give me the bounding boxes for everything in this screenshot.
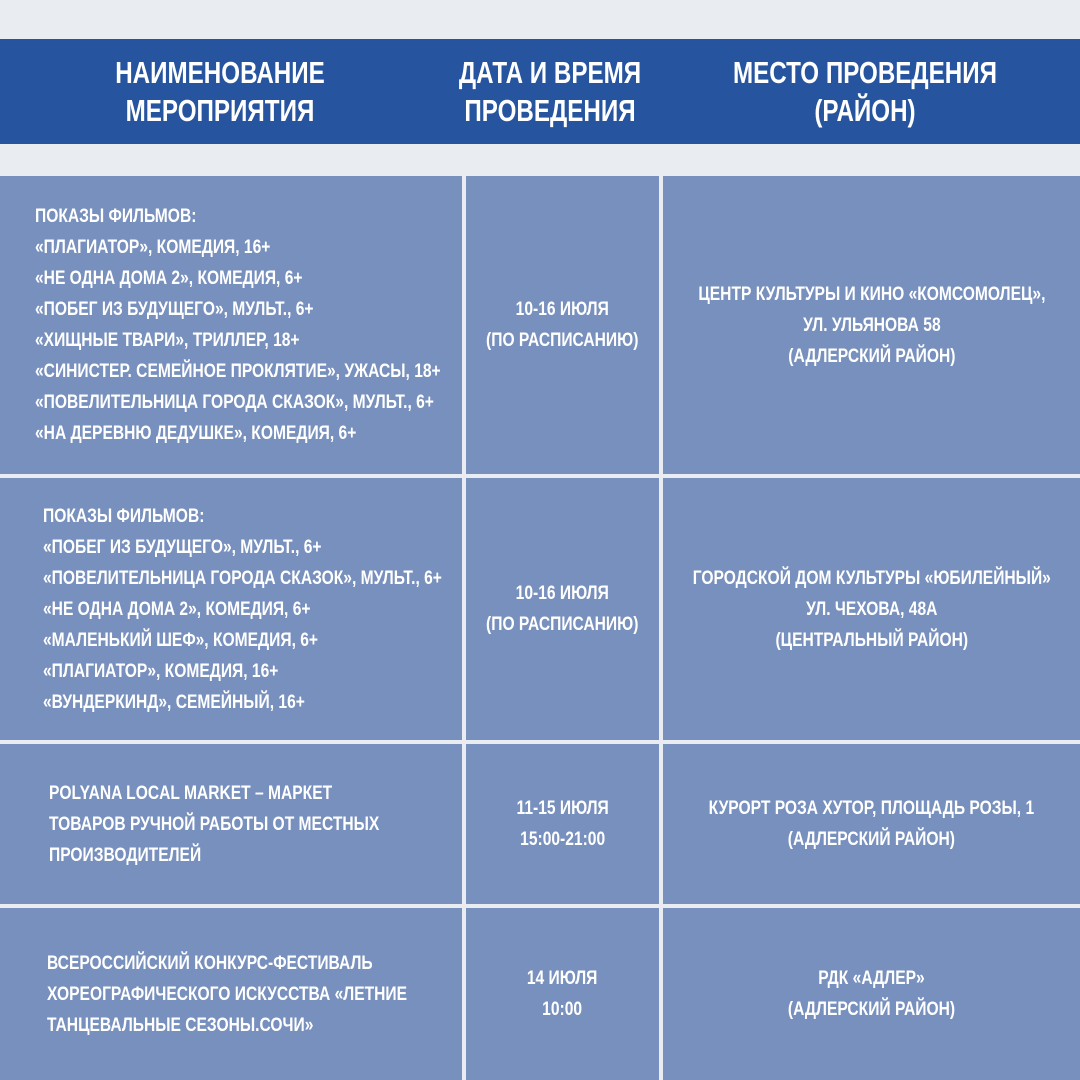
- event-place-line: УЛ. УЛЬЯНОВА 58: [802, 313, 941, 336]
- event-date-text: [516, 793, 608, 855]
- event-place-cell: [663, 908, 1080, 1080]
- event-date-cell: [466, 176, 659, 474]
- event-name-line: ПРОИЗВОДИТЕЛЕЙ: [49, 843, 202, 866]
- event-place-line: ГОРОДСКОЙ ДОМ КУЛЬТУРЫ «ЮБИЛЕЙНЫЙ»: [692, 566, 1051, 589]
- table-row: [0, 908, 1080, 1080]
- event-place-line: КУРОРТ РОЗА ХУТОР, ПЛОЩАДЬ РОЗЫ, 1: [708, 797, 1035, 819]
- event-place-text: [698, 279, 1045, 372]
- event-name-line: «НА ДЕРЕВНЮ ДЕДУШКЕ», КОМЕДИЯ, 6+: [35, 422, 357, 444]
- event-date-line: 10-16 ИЮЛЯ: [515, 298, 610, 320]
- event-name-line: «ПОБЕГ ИЗ БУДУЩЕГО», МУЛЬТ., 6+: [35, 298, 314, 320]
- table-row: [0, 176, 1080, 474]
- event-name-line: «ПОБЕГ ИЗ БУДУЩЕГО», МУЛЬТ., 6+: [43, 535, 322, 558]
- event-date-cell: [466, 744, 659, 904]
- event-name-line: ВСЕРОССИЙСКИЙ КОНКУРС-ФЕСТИВАЛЬ: [47, 951, 373, 974]
- header-date-time-line2: ПРОВЕДЕНИЯ: [464, 92, 636, 128]
- event-name-line: ХОРЕОГРАФИЧЕСКОГО ИСКУССТВА «ЛЕТНИЕ: [47, 982, 408, 1005]
- event-name-line: «ПЛАГИАТОР», КОМЕДИЯ, 16+: [35, 236, 271, 258]
- event-date-line: 14 ИЮЛЯ: [527, 967, 598, 989]
- event-place-line: (АДЛЕРСКИЙ РАЙОН): [787, 344, 956, 367]
- header-place-line2: (РАЙОН): [814, 92, 916, 128]
- event-place-line: (ЦЕНТРАЛЬНЫЙ РАЙОН): [775, 628, 968, 651]
- event-name-text: [49, 778, 379, 871]
- header-place: [721, 39, 1010, 144]
- header-date-time-line1: ДАТА И ВРЕМЯ: [458, 54, 642, 90]
- event-name-line: «МАЛЕНЬКИЙ ШЕФ», КОМЕДИЯ, 6+: [43, 628, 319, 651]
- header-place-line1: МЕСТО ПРОВЕДЕНИЯ: [732, 54, 997, 90]
- event-name-line: «НЕ ОДНА ДОМА 2», КОМЕДИЯ, 6+: [35, 267, 303, 289]
- header-event-name-line1: НАИМЕНОВАНИЕ: [115, 54, 325, 90]
- event-date-text: [527, 963, 598, 1025]
- event-name-text: [43, 501, 442, 718]
- event-name-line: «ХИЩНЫЕ ТВАРИ», ТРИЛЛЕР, 18+: [35, 329, 300, 351]
- event-place-line: (АДЛЕРСКИЙ РАЙОН): [787, 998, 956, 1020]
- header-event-name: [111, 39, 329, 144]
- event-place-cell: [663, 744, 1080, 904]
- event-name-line: «ПОВЕЛИТЕЛЬНИЦА ГОРОДА СКАЗОК», МУЛЬТ., 6+: [43, 566, 442, 589]
- event-date-line: 10:00: [542, 998, 583, 1020]
- event-name-cell: [0, 176, 462, 474]
- event-place-line: УЛ. ЧЕХОВА, 48А: [805, 597, 938, 620]
- event-date-cell: [466, 478, 659, 740]
- event-place-line: РДК «АДЛЕР»: [818, 967, 925, 989]
- event-name-line: ПОКАЗЫ ФИЛЬМОВ:: [35, 205, 197, 227]
- event-place-cell: [663, 478, 1080, 740]
- event-name-line: POLYANA LOCAL MARKET – МАРКЕТ: [49, 781, 333, 804]
- event-date-text: [486, 294, 638, 356]
- header-date-time: [456, 39, 643, 144]
- event-date-cell: [466, 908, 659, 1080]
- header-event-name-line2: МЕРОПРИЯТИЯ: [125, 92, 315, 128]
- event-name-text: [35, 201, 441, 449]
- event-place-cell: [663, 176, 1080, 474]
- event-place-text: [788, 963, 955, 1025]
- event-name-line: «ПОВЕЛИТЕЛЬНИЦА ГОРОДА СКАЗОК», МУЛЬТ., 6+: [35, 391, 434, 413]
- event-date-line: (ПО РАСПИСАНИЮ): [486, 613, 639, 635]
- table-row: [0, 744, 1080, 904]
- event-name-cell: [0, 908, 462, 1080]
- event-place-text: [692, 563, 1050, 656]
- event-place-text: [709, 793, 1034, 855]
- event-name-line: «НЕ ОДНА ДОМА 2», КОМЕДИЯ, 6+: [43, 597, 311, 620]
- event-name-cell: [0, 744, 462, 904]
- event-name-line: ПОКАЗЫ ФИЛЬМОВ:: [43, 504, 205, 527]
- event-date-line: 11-15 ИЮЛЯ: [516, 797, 609, 819]
- event-date-text: [486, 578, 638, 640]
- event-date-line: 15:00-21:00: [519, 828, 605, 850]
- table-row: [0, 478, 1080, 740]
- event-place-line: (АДЛЕРСКИЙ РАЙОН): [787, 828, 956, 850]
- event-date-line: 10-16 ИЮЛЯ: [515, 582, 610, 604]
- event-name-cell: [0, 478, 462, 740]
- event-date-line: (ПО РАСПИСАНИЮ): [486, 329, 639, 351]
- event-name-line: «СИНИСТЕР. СЕМЕЙНОЕ ПРОКЛЯТИЕ», УЖАСЫ, 18+: [35, 360, 441, 382]
- event-name-line: «ПЛАГИАТОР», КОМЕДИЯ, 16+: [43, 659, 279, 682]
- table-header: [0, 39, 1080, 144]
- event-name-line: ТОВАРОВ РУЧНОЙ РАБОТЫ ОТ МЕСТНЫХ: [49, 812, 380, 835]
- event-name-line: «ВУНДЕРКИНД», СЕМЕЙНЫЙ, 16+: [43, 690, 305, 713]
- header-gap: [0, 144, 1080, 176]
- event-name-text: [47, 948, 408, 1041]
- event-name-line: ТАНЦЕВАЛЬНЫЕ СЕЗОНЫ.СОЧИ»: [47, 1013, 314, 1036]
- event-place-line: ЦЕНТР КУЛЬТУРЫ И КИНО «КОМСОМОЛЕЦ»,: [697, 282, 1046, 305]
